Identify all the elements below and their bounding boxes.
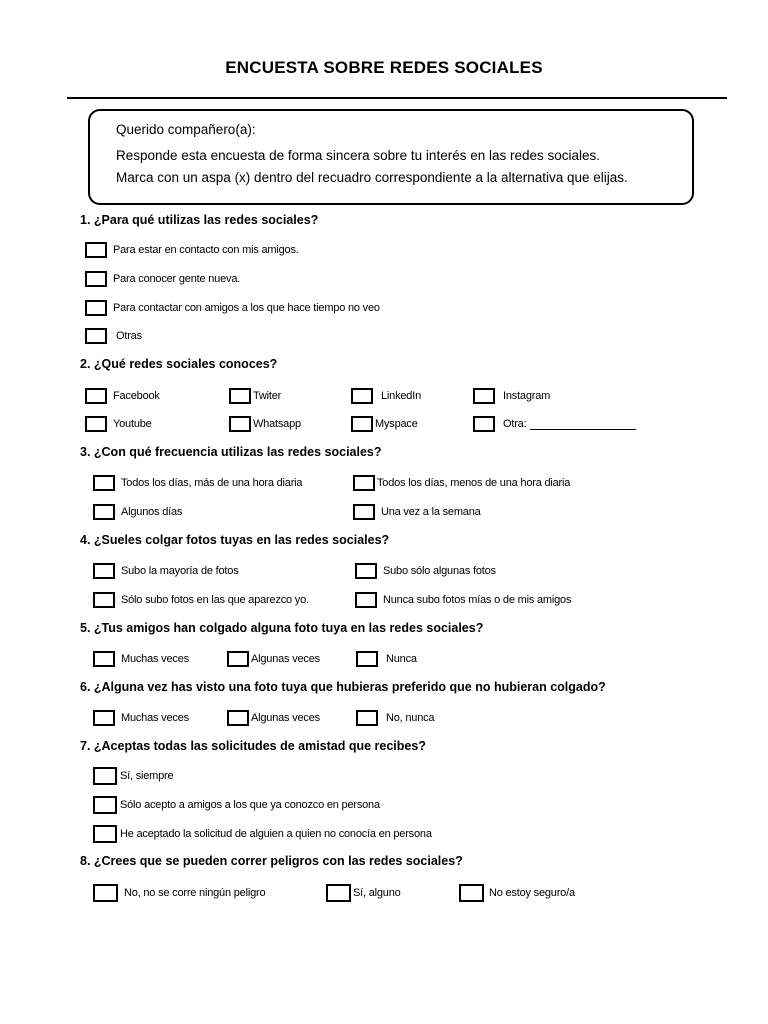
option-4-2 xyxy=(355,563,496,579)
checkbox[interactable] xyxy=(93,710,115,726)
checkbox[interactable] xyxy=(93,651,115,667)
option-label: Algunas veces xyxy=(251,653,320,665)
option-label: Nunca subo fotos mías o de mis amigos xyxy=(383,594,572,606)
option-7-1 xyxy=(93,767,173,785)
option-label: LinkedIn xyxy=(381,390,421,402)
checkbox[interactable] xyxy=(353,504,375,520)
option-label: Muchas veces xyxy=(121,653,189,665)
option-label: Otra: xyxy=(503,418,527,430)
intro-line-2: Marca con un aspa (x) dentro del recuadro correspondiente a la alternativa que elijas. xyxy=(116,170,628,185)
option-label: No estoy seguro/a xyxy=(489,887,575,899)
checkbox[interactable] xyxy=(93,796,117,814)
option-3-2 xyxy=(353,475,570,491)
option-8-3 xyxy=(459,884,575,902)
option-2-6 xyxy=(229,416,301,432)
option-6-3 xyxy=(356,710,434,726)
option-label: Para contactar con amigos a los que hace tiempo no veo xyxy=(113,302,380,314)
option-1-4 xyxy=(85,328,142,344)
checkbox[interactable] xyxy=(227,651,249,667)
intro-box xyxy=(88,109,694,205)
checkbox[interactable] xyxy=(93,825,117,843)
checkbox[interactable] xyxy=(85,242,107,258)
question-3: 3. ¿Con qué frecuencia utilizas las redes sociales? xyxy=(80,445,382,459)
option-4-4 xyxy=(355,592,571,608)
option-label: Nunca xyxy=(386,653,417,665)
checkbox[interactable] xyxy=(473,388,495,404)
checkbox[interactable] xyxy=(355,563,377,579)
option-2-2 xyxy=(229,388,281,404)
option-label: Todos los días, menos de una hora diaria xyxy=(377,477,571,489)
checkbox[interactable] xyxy=(351,416,373,432)
checkbox[interactable] xyxy=(93,504,115,520)
other-blank-line[interactable] xyxy=(530,419,636,430)
option-6-2 xyxy=(227,710,320,726)
question-4: 4. ¿Sueles colgar fotos tuyas en las redes sociales? xyxy=(80,533,390,547)
checkbox[interactable] xyxy=(355,592,377,608)
option-1-3 xyxy=(85,300,380,316)
option-3-4 xyxy=(353,504,481,520)
option-label: Todos los días, más de una hora diaria xyxy=(121,477,303,489)
option-8-1 xyxy=(93,884,265,902)
checkbox[interactable] xyxy=(356,651,378,667)
checkbox[interactable] xyxy=(229,388,251,404)
intro-greeting: Querido compañero(a): xyxy=(116,122,256,137)
option-2-1 xyxy=(85,388,160,404)
option-2-7 xyxy=(351,416,418,432)
option-1-1 xyxy=(85,242,299,258)
question-5: 5. ¿Tus amigos han colgado alguna foto tuya en las redes sociales? xyxy=(80,621,484,635)
survey-title: ENCUESTA SOBRE REDES SOCIALES xyxy=(225,58,543,77)
option-2-3 xyxy=(351,388,421,404)
option-label: Sí, siempre xyxy=(120,770,174,782)
question-1: 1. ¿Para qué utilizas las redes sociales? xyxy=(80,213,319,227)
option-2-4 xyxy=(473,388,550,404)
option-1-2 xyxy=(85,271,240,287)
intro-line-1: Responde esta encuesta de forma sincera sobre tu interés en las redes sociales. xyxy=(116,148,601,163)
option-label: Algunas veces xyxy=(251,712,320,724)
option-label: Facebook xyxy=(113,390,160,402)
option-label: Youtube xyxy=(113,418,152,430)
checkbox[interactable] xyxy=(93,475,115,491)
option-7-2 xyxy=(93,796,380,814)
checkbox[interactable] xyxy=(93,884,118,902)
option-2-8 xyxy=(473,416,636,432)
option-label: Algunos días xyxy=(121,506,183,518)
checkbox[interactable] xyxy=(93,592,115,608)
checkbox[interactable] xyxy=(227,710,249,726)
option-5-1 xyxy=(93,651,189,667)
option-7-3 xyxy=(93,825,432,843)
checkbox[interactable] xyxy=(229,416,251,432)
checkbox[interactable] xyxy=(459,884,484,902)
option-label: Instagram xyxy=(503,390,551,402)
option-4-3 xyxy=(93,592,309,608)
checkbox[interactable] xyxy=(356,710,378,726)
question-6: 6. ¿Alguna vez has visto una foto tuya que hubieras preferido que no hubieran colgado? xyxy=(80,680,606,694)
option-label: Whatsapp xyxy=(253,418,301,430)
option-label: Subo la mayoría de fotos xyxy=(121,565,239,577)
option-label: No, no se corre ningún peligro xyxy=(124,887,266,899)
option-label: Una vez a la semana xyxy=(381,506,481,518)
option-label: Sólo acepto a amigos a los que ya conozco en persona xyxy=(120,799,380,811)
option-label: Twiter xyxy=(253,390,282,402)
option-label: Muchas veces xyxy=(121,712,189,724)
option-label: Para estar en contacto con mis amigos. xyxy=(113,244,299,256)
checkbox[interactable] xyxy=(473,416,495,432)
option-label: Sólo subo fotos en las que aparezco yo. xyxy=(121,594,309,606)
checkbox[interactable] xyxy=(85,388,107,404)
checkbox[interactable] xyxy=(85,271,107,287)
option-3-1 xyxy=(93,475,302,491)
checkbox[interactable] xyxy=(353,475,375,491)
option-2-5 xyxy=(85,416,152,432)
question-7: 7. ¿Aceptas todas las solicitudes de amistad que recibes? xyxy=(80,739,426,753)
checkbox[interactable] xyxy=(85,300,107,316)
option-label: He aceptado la solicitud de alguien a quien no conocía en persona xyxy=(120,828,432,840)
question-2: 2. ¿Qué redes sociales conoces? xyxy=(80,357,278,371)
option-3-3 xyxy=(93,504,182,520)
checkbox[interactable] xyxy=(93,767,117,785)
option-5-3 xyxy=(356,651,417,667)
checkbox[interactable] xyxy=(93,563,115,579)
option-label: Myspace xyxy=(375,418,418,430)
option-label: Otras xyxy=(116,330,142,342)
option-5-2 xyxy=(227,651,320,667)
option-label: Subo sólo algunas fotos xyxy=(383,565,496,577)
checkbox[interactable] xyxy=(326,884,351,902)
option-6-1 xyxy=(93,710,189,726)
option-label: Sí, alguno xyxy=(353,887,401,899)
question-8: 8. ¿Crees que se pueden correr peligros con las redes sociales? xyxy=(80,854,463,868)
option-label: No, nunca xyxy=(386,712,435,724)
option-8-2 xyxy=(326,884,401,902)
checkbox[interactable] xyxy=(85,416,107,432)
title-divider xyxy=(67,97,727,99)
option-label: Para conocer gente nueva. xyxy=(113,273,241,285)
option-4-1 xyxy=(93,563,239,579)
checkbox[interactable] xyxy=(85,328,107,344)
checkbox[interactable] xyxy=(351,388,373,404)
